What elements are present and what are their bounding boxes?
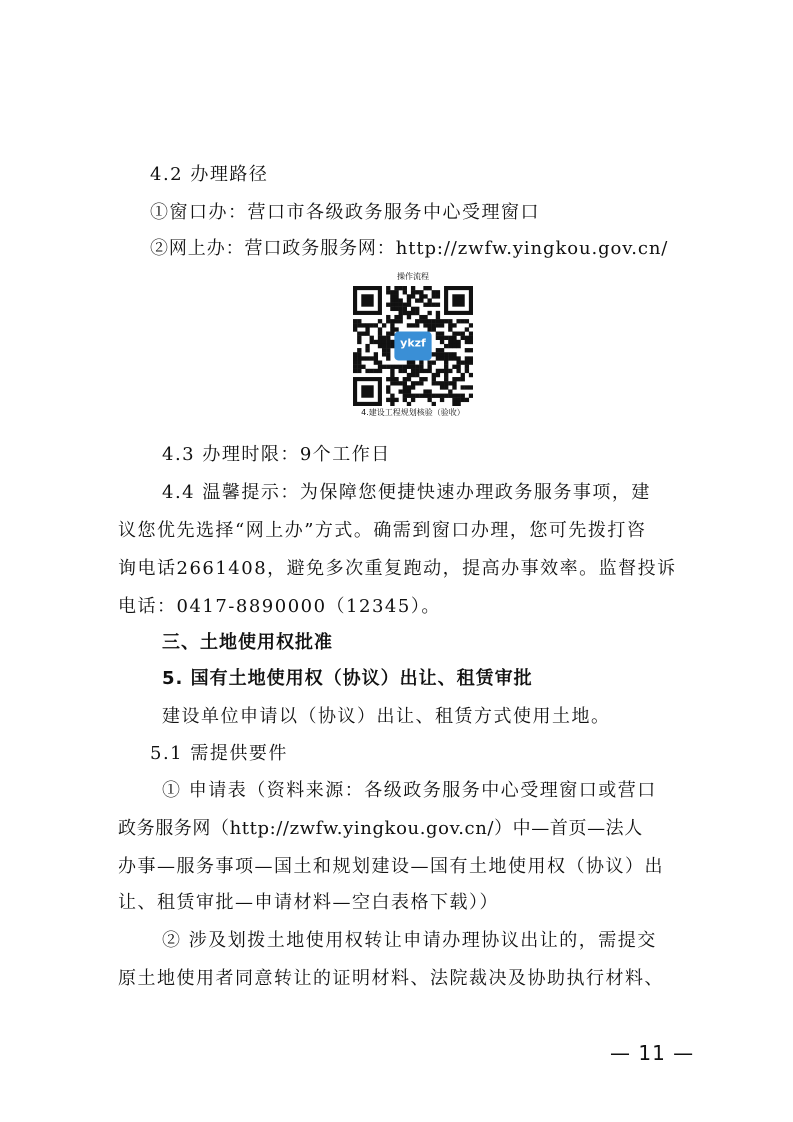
requirement-1-line-1: ① 申请表（资料来源：各级政务服务中心受理窗口或营口 bbox=[162, 780, 657, 801]
item-5-description: 建设单位申请以（协议）出让、租赁方式使用土地。 bbox=[162, 706, 611, 727]
section-heading-4-3: 4.3 办理时限：9个工作日 bbox=[162, 444, 391, 465]
section-heading-3: 三、土地使用权批准 bbox=[162, 632, 333, 653]
online-handling-line: ②网上办：营口政务服务网：http://zwfw.yingkou.gov.cn/ bbox=[150, 238, 669, 259]
qr-caption: 4.建设工程规划核验（验收） bbox=[361, 408, 465, 417]
requirement-2-line-2: 原土地使用者同意转让的证明材料、法院裁决及协助执行材料、 bbox=[118, 968, 664, 989]
section-heading-4-2: 4.2 办理路径 bbox=[150, 164, 269, 185]
qr-title: 操作流程 bbox=[397, 272, 429, 281]
tip-paragraph-line-1: 4.4 温馨提示：为保障您便捷快速办理政务服务事项，建 bbox=[162, 482, 651, 503]
tip-paragraph-line-3: 询电话2661408，避免多次重复跑动，提高办事效率。监督投诉 bbox=[118, 558, 677, 579]
requirement-1-line-2: 政务服务网（http://zwfw.yingkou.gov.cn/）中—首页—法人 bbox=[118, 818, 643, 839]
qr-code-icon bbox=[353, 286, 473, 406]
requirement-1-line-4: 让、租赁审批—申请材料—空白表格下载）） bbox=[118, 892, 499, 913]
item-heading-5: 5. 国有土地使用权（协议）出让、租赁审批 bbox=[162, 668, 533, 689]
requirement-2-line-1: ② 涉及划拨土地使用权转让申请办理协议出让的，需提交 bbox=[162, 930, 657, 951]
requirement-1-line-3: 办事—服务事项—国土和规划建设—国有土地使用权（协议）出 bbox=[118, 856, 664, 877]
tip-paragraph-line-4: 电话：0417-8890000（12345）。 bbox=[118, 596, 441, 617]
page-number: — 11 — bbox=[610, 1041, 695, 1065]
section-heading-5-1: 5.1 需提供要件 bbox=[150, 743, 288, 764]
tip-paragraph-line-2: 议您优先选择“网上办”方式。确需到窗口办理，您可先拨打咨 bbox=[118, 520, 647, 541]
window-handling-line: ①窗口办：营口市各级政务服务中心受理窗口 bbox=[150, 202, 540, 223]
qr-badge-text: ykzf bbox=[400, 336, 426, 350]
